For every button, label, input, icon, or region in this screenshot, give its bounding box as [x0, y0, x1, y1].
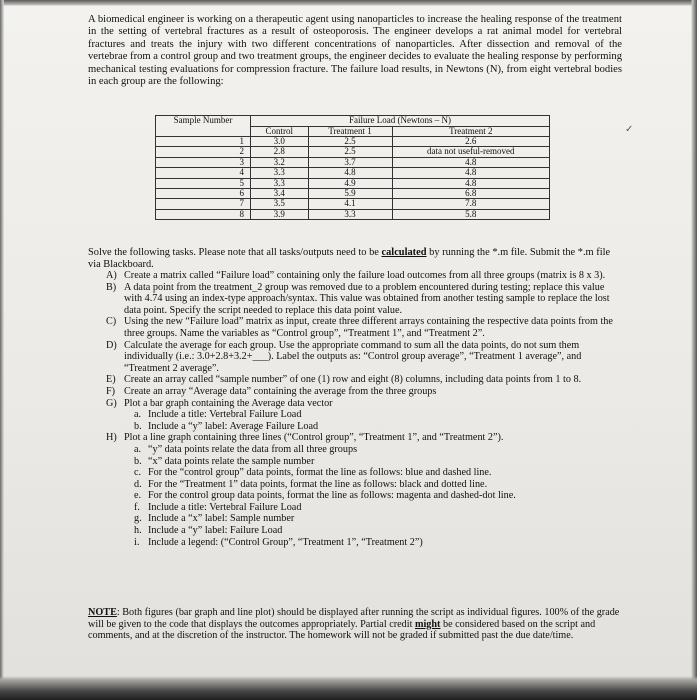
instructions: [88, 247, 622, 270]
table-row: [156, 157, 550, 167]
table-row: [156, 199, 550, 209]
note-label: NOTE: [88, 607, 117, 618]
note-text-pre: : Both figures (bar graph and line plot) should be displayed after running the script as individual figures. 100% of the grade will be given to the code that displays the outcomes appropriately. Partial credit: [88, 607, 620, 630]
treatment2-cell: 4.8: [392, 178, 549, 188]
treatment1-cell: 4.1: [308, 199, 392, 209]
task-item-label: A): [106, 270, 117, 281]
note-might: might: [414, 618, 441, 630]
photo-edge-bottom: [0, 676, 697, 700]
sample-number-cell: 8: [156, 209, 251, 219]
treatment2-cell: 7.8: [392, 199, 549, 209]
task-item-text: Create a matrix called “Failure load” containing only the failure load outcomes from all three groups (matrix is 8 x 3).: [124, 270, 606, 281]
control-cell: 3.3: [251, 178, 309, 188]
task-item: [106, 316, 622, 339]
task-item: [106, 374, 622, 386]
subtask-item-text: Include a “x” label: Sample number: [148, 513, 295, 525]
subtask-item-label: b.: [134, 455, 142, 467]
task-item-text: A data point from the treatment_2 group was removed due to a problem encountered during testing; replace this value with 4.74 using an index-type approach/syntax. This value was obtained from another testing sample to replace the lost data point. Specify the script needed to replace this data point value.: [124, 281, 610, 316]
subtask-item-text: Include a title: Vertebral Failure Load: [148, 409, 302, 421]
table-row: [156, 178, 550, 188]
sample-number-cell: 7: [156, 199, 251, 209]
task-item: [106, 432, 622, 444]
check-mark-icon: ✓: [625, 124, 634, 135]
subtask-item-text: For the “Treatment 1” data points, format the line as follows: black and dotted line.: [148, 478, 488, 490]
task-list: [106, 270, 622, 548]
table-row: [156, 137, 550, 147]
subtask-item-label: c.: [134, 467, 142, 479]
subtask-item-text: Include a legend: (“Control Group”, “Treatment 1”, “Treatment 2”): [148, 536, 423, 548]
note-paragraph: [88, 607, 622, 642]
subtask-item-text: Include a title: Vertebral Failure Load: [148, 501, 302, 513]
task-item-label: F): [106, 385, 116, 397]
task-item-label: H): [106, 432, 117, 444]
subtask-item-label: a.: [134, 443, 142, 455]
treatment2-header: Treatment 2: [392, 126, 549, 137]
sample-number-cell: 5: [156, 178, 251, 188]
subtask-item-label: f.: [134, 501, 140, 513]
treatment2-cell: 4.8: [392, 168, 549, 178]
control-cell: 3.5: [251, 199, 309, 209]
instructions-emphasis: calculated: [381, 247, 427, 258]
subtask-item-text: For the control group data points, format the line as follows: magenta and dashed-dot line.: [148, 490, 516, 502]
photo-edge-right: [691, 0, 697, 700]
control-cell: 3.3: [251, 168, 309, 178]
subtask-item: [106, 444, 622, 456]
treatment1-cell: 3.7: [308, 157, 392, 167]
task-item-text: Create an array called “sample number” of one (1) row and eight (8) columns, including data points from 1 to 8.: [124, 374, 582, 386]
task-item-label: B): [106, 281, 117, 293]
table-row: [156, 147, 550, 157]
treatment1-cell: 3.3: [308, 209, 392, 219]
task-item-text: Calculate the average for each group. Use the appropriate command to sum all the data points, do not sum them individually (i.e.: 3.0+2.8+3.2+___). Label the outputs as: “Control group average”, “Treatment 1 average”, and “Treatment 2 average”.: [124, 339, 582, 374]
subtask-item: [106, 479, 622, 491]
task-item-text: Create an array “Average data” containing the average from the three groups: [124, 385, 437, 397]
task-item-label: D): [106, 339, 117, 351]
table-body: [156, 137, 550, 220]
subtask-item-label: i.: [134, 536, 140, 548]
subtask-item: [106, 456, 622, 468]
photo-edge-top: [0, 0, 697, 6]
sample-number-header: Sample Number: [156, 116, 251, 137]
task-item: [106, 386, 622, 398]
subtask-item-label: a.: [134, 409, 142, 421]
photo-edge-left: [0, 0, 4, 700]
failure-load-table: [155, 115, 550, 220]
problem-intro: A biomedical engineer is working on a therapeutic agent using nanoparticles to increase the healing response of the treatment in the setting of vertebral fractures as a result of osteoporosis. The engineer develops a rat animal model for vertebral fractures and treats the injury with two different concentrations of nanoparticles. After dissection and removal of the vertebrae from a control group and two treatment groups, the engineer decides to evaluate the healing response by performing mechanical testing evaluations for compression fracture. The failure load results, in Newtons (N), from eight vertebral bodies in each group are the following:: [88, 14, 622, 88]
instructions-post: by running the *.m file. Submit the *.m file via Blackboard.: [88, 247, 611, 270]
control-cell: 3.4: [251, 189, 309, 199]
subtask-item-text: “y” data points relate the data from all three groups: [148, 443, 358, 455]
subtask-item-label: b.: [134, 420, 142, 432]
subtask-item-text: For the “control group” data points, format the line as follows: blue and dashed line.: [148, 467, 492, 479]
treatment1-cell: 4.9: [308, 178, 392, 188]
sample-number-cell: 6: [156, 189, 251, 199]
task-item-text: Using the new “Failure load” matrix as input, create three different arrays containing the respective data points from the three groups. Name the variables as “Control group”, “Treatment 1”, and “Treatment 2”.: [124, 316, 613, 339]
table-row: [156, 168, 550, 178]
treatment1-header: Treatment 1: [308, 126, 392, 137]
treatment2-cell: 4.8: [392, 157, 549, 167]
control-cell: 3.2: [251, 157, 309, 167]
sample-number-cell: 2: [156, 147, 251, 157]
sample-number-cell: 3: [156, 157, 251, 167]
task-item-text: Plot a bar graph containing the Average data vector: [124, 397, 333, 409]
subtask-item: [106, 525, 622, 537]
treatment2-cell: 6.8: [392, 189, 549, 199]
subtask-item-label: e.: [134, 490, 142, 502]
task-item: [106, 398, 622, 410]
control-header: Control: [251, 126, 309, 137]
task-item-label: C): [106, 316, 117, 328]
control-cell: 2.8: [251, 147, 309, 157]
subtask-item-label: g.: [134, 513, 142, 525]
subtask-item: [106, 409, 622, 421]
task-item-label: G): [106, 397, 117, 409]
instructions-pre: Solve the following tasks. Please note that all tasks/outputs need to be: [88, 247, 382, 258]
subtask-item: [106, 421, 622, 433]
subtask-item-text: Include a “y” label: Average Failure Load: [148, 420, 319, 432]
subtask-item: [106, 537, 622, 549]
table-header-row: [156, 116, 550, 127]
subtask-item-text: “x” data points relate the sample number: [148, 455, 315, 467]
subtask-item-label: d.: [134, 478, 142, 490]
task-item: [106, 282, 622, 317]
treatment2-cell: 5.8: [392, 209, 549, 219]
treatment1-cell: 2.5: [308, 147, 392, 157]
control-cell: 3.0: [251, 137, 309, 147]
task-item-text: Plot a line graph containing three lines (“Control group”, “Treatment 1”, and “Treatment 2”).: [124, 432, 504, 444]
treatment1-cell: 4.8: [308, 168, 392, 178]
task-item: [106, 340, 622, 375]
control-cell: 3.9: [251, 209, 309, 219]
task-item: [106, 270, 622, 282]
subtask-item: [106, 490, 622, 502]
subtask-item: [106, 467, 622, 479]
table-row: [156, 189, 550, 199]
subtask-item: [106, 513, 622, 525]
subtask-item-text: Include a “y” label: Failure Load: [148, 525, 283, 537]
treatment1-cell: 2.5: [308, 137, 392, 147]
failure-load-header: Failure Load (Newtons – N): [251, 116, 550, 127]
treatment2-cell: data not useful-removed: [392, 147, 549, 157]
subtask-item-label: h.: [134, 525, 142, 537]
task-item-label: E): [106, 374, 116, 386]
sample-number-cell: 4: [156, 168, 251, 178]
table-row: [156, 209, 550, 219]
treatment1-cell: 5.9: [308, 189, 392, 199]
sample-number-cell: 1: [156, 137, 251, 147]
note-text-post: be considered based on the script and comments, and at the discretion of the instructor. The homework will not be graded if submitted past the due date/time.: [88, 618, 596, 642]
treatment2-cell: 2.6: [392, 137, 549, 147]
subtask-item: [106, 502, 622, 514]
